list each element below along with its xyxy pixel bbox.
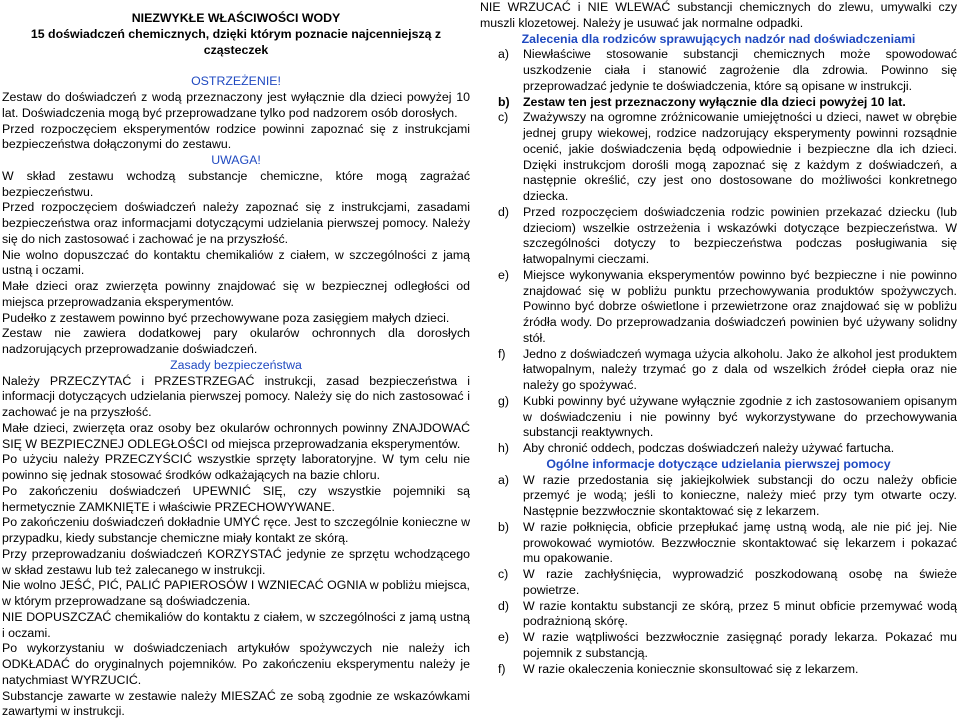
rule-paragraph: Przy przeprowadzaniu doświadczeń KORZYSTAĆ jedynie ze sprzętu wchodzącego w skład zestawu lub też zalecanego w instrukcji. (2, 547, 470, 579)
caution-paragraph: Przed rozpoczęciem doświadczeń należy zapoznać się z instrukcjami, zasadami bezpieczeństwa oraz informacjami dotyczącymi udzielania pierwszej pomocy. Należy się do nich zastosować i zachować je na przyszłość. (2, 200, 470, 247)
list-marker: h) (498, 441, 509, 457)
document-subtitle: 15 doświadczeń chemicznych, dzięki którym poznacie najcenniejszą z cząsteczek (2, 27, 470, 59)
list-item (480, 473, 957, 520)
list-item (480, 95, 957, 111)
caution-paragraph: Pudełko z zestawem powinno być przechowywane poza zasięgiem małych dzieci. (2, 311, 470, 327)
list-item (480, 520, 957, 567)
list-item (480, 662, 957, 678)
list-marker: d) (498, 205, 509, 221)
list-marker: e) (498, 268, 509, 284)
list-item-text: W razie zachłyśnięcia, wyprowadzić poszkodowaną osobę na świeże powietrze. (523, 567, 957, 597)
list-marker: c) (498, 110, 508, 126)
warning-heading: OSTRZEŻENIE! (2, 74, 470, 90)
list-marker: b) (498, 520, 509, 536)
rule-paragraph: Po wykorzystaniu w doświadczeniach artykułów spożywczych nie należy ich ODKŁADAĆ do oryginalnych pojemników. Po zakończeniu eksperymentu należy je natychmiast WYRZUCIĆ. (2, 641, 470, 688)
disposal-paragraph: NIE WRZUCAĆ i NIE WLEWAĆ substancji chemicznych do zlewu, umywalki czy muszli klozetowej. Należy je usuwać jak normalne odpadki. (480, 0, 957, 32)
list-item-text: Niewłaściwe stosowanie substancji chemicznych może spowodować uszkodzenie ciała i stanowić zagrożenie dla zdrowia. Powinno się przeprowadzać jedynie te doświadczenia, które są opisane w instrukcji. (523, 47, 957, 93)
list-item (480, 110, 957, 205)
list-item-text: Przed rozpoczęciem doświadczenia rodzic powinien przekazać dziecku (lub dzieciom) wszelkie ostrzeżenia i wskazówki dotyczące bezpieczeństwa. W szczególności dotyczy to bezpieczeństwa podczas posługiwania się łatwopalnymi cieczami. (523, 205, 957, 266)
spacer (2, 58, 470, 74)
list-item (480, 567, 957, 599)
list-item-text: Aby chronić oddech, podczas doświadczeń należy używać fartucha. (523, 441, 894, 455)
list-item-text: Jedno z doświadczeń wymaga użycia alkoholu. Jako że alkohol jest produktem łatwopalnym, należy trzymać go z dala od wszelkich źródeł ciepła oraz nie należy go spożywać. (523, 347, 957, 393)
list-item (480, 205, 957, 268)
first-aid-heading: Ogólne informacje dotyczące udzielania pierwszej pomocy (480, 457, 957, 473)
document-title: NIEZWYKŁE WŁAŚCIWOŚCI WODY (2, 11, 470, 27)
rule-paragraph: Należy PRZECZYTAĆ i PRZESTRZEGAĆ instrukcji, zasad bezpieczeństwa i informacji dotyczących udzielania pierwszej pomocy. Należy się do nich zastosować i zachować je na przyszłość. (2, 374, 470, 421)
rule-paragraph: Po użyciu należy PRZECZYŚCIĆ wszystkie sprzęty laboratoryjne. W tym celu nie powinno się jednak stosować środków odkażających na bazie chloru. (2, 452, 470, 484)
list-marker: f) (498, 662, 506, 678)
list-item (480, 630, 957, 662)
caution-paragraph: Małe dzieci oraz zwierzęta powinny znajdować się w bezpiecznej odległości od miejsca przeprowadzania eksperymentów. (2, 279, 470, 311)
caution-heading: UWAGA! (2, 153, 470, 169)
rule-paragraph: Po zakończeniu doświadczeń UPEWNIĆ SIĘ, czy wszystkie pojemniki są hermetycznie ZAMKNIĘTE i właściwie PRZECHOWYWANE. (2, 484, 470, 516)
list-item-text: W razie przedostania się jakiejkolwiek substancji do oczu należy obficie przemyć je wodą; jeśli to konieczne, należy mieć przy tym otwarte oczy. Następnie bezzwłocznie skontaktować się z lekarzem. (523, 473, 957, 519)
list-item-text: W razie kontaktu substancji ze skórą, przez 5 minut obficie przemywać wodą podrażnioną skórę. (523, 599, 957, 629)
list-marker: f) (498, 347, 506, 363)
list-item (480, 347, 957, 394)
list-item (480, 47, 957, 94)
list-marker: a) (498, 473, 509, 489)
safety-rules-heading: Zasady bezpieczeństwa (2, 358, 470, 374)
warning-paragraph: Przed rozpoczęciem eksperymentów rodzice powinni zapoznać się z instrukcjami bezpieczeństwa dołączonymi do zestawu. (2, 122, 470, 154)
rule-paragraph: Małe dzieci, zwierzęta oraz osoby bez okularów ochronnych powinny ZNAJDOWAĆ SIĘ W BEZPIECZNEJ ODLEGŁOŚCI od miejsca przeprowadzania eksperymentów. (2, 421, 470, 453)
caution-paragraph: Zestaw nie zawiera dodatkowej pary okularów ochronnych dla dorosłych nadzorujących przeprowadzanie doświadczeń. (2, 326, 470, 358)
list-item-text: W razie wątpliwości bezzwłocznie zasięgnąć porady lekarza. Pokazać mu pojemnik z substancją. (523, 630, 957, 660)
right-column (480, 0, 957, 677)
rule-paragraph: NIE DOPUSZCZAĆ chemikaliów do kontaktu z ciałem, w szczególności z jamą ustną i oczami. (2, 610, 470, 642)
list-item-text: Kubki powinny być używane wyłącznie zgodnie z ich zastosowaniem opisanym w doświadczeniu i nie powinny być wykorzystywane do przechowywania substancji reaktywnych. (523, 394, 957, 440)
rule-paragraph: Substancje zawarte w zestawie należy MIESZAĆ ze sobą zgodnie ze wskazówkami zawartymi w instrukcji. (2, 689, 470, 720)
list-item (480, 441, 957, 457)
list-item (480, 599, 957, 631)
list-item (480, 394, 957, 441)
caution-paragraph: Nie wolno dopuszczać do kontaktu chemikaliów z ciałem, w szczególności z jamą ustną i oczami. (2, 248, 470, 280)
list-item-text: Zważywszy na ogromne zróżnicowanie umiejętności u dzieci, nawet w obrębie jednej grupy wiekowej, rodzice nadzorujący eksperymenty powinni rozsądnie ocenić, jakie doświadczenia będą odpowiednie i bezpieczne dla ich dzieci. Dzięki instrukcjom dorośli mogą zapoznać się z każdym z doświadczeń, a następnie określić, czy jest ono dostosowane do możliwości konkretnego dziecka. (523, 110, 957, 203)
list-marker: a) (498, 47, 509, 63)
list-item-text: Zestaw ten jest przeznaczony wyłącznie dla dzieci powyżej 10 lat. (523, 95, 906, 109)
list-item-text: W razie połknięcia, obficie przepłukać jamę ustną wodą, ale nie pić jej. Nie prowokować wymiotów. Bezzwłocznie skontaktować się lekarzem i pokazać mu opakowanie. (523, 520, 957, 566)
parents-heading: Zalecenia dla rodziców sprawujących nadzór nad doświadczeniami (480, 32, 957, 48)
rule-paragraph: Po zakończeniu doświadczeń dokładnie UMYĆ ręce. Jest to szczególnie konieczne w przypadku, kiedy substancje chemiczne miały kontakt ze skórą. (2, 515, 470, 547)
list-marker: d) (498, 599, 509, 615)
caution-paragraph: W skład zestawu wchodzą substancje chemiczne, które mogą zagrażać bezpieczeństwu. (2, 169, 470, 201)
left-column (2, 0, 470, 720)
list-item-text: W razie okaleczenia koniecznie skonsultować się z lekarzem. (523, 662, 858, 676)
rule-paragraph: Nie wolno JEŚĆ, PIĆ, PALIĆ PAPIEROSÓW I WZNIECAĆ OGNIA w pobliżu miejsca, w którym przeprowadzane są doświadczenia. (2, 578, 470, 610)
list-marker: e) (498, 630, 509, 646)
list-item-text: Miejsce wykonywania eksperymentów powinno być bezpieczne i nie powinno znajdować się w pobliżu punktu przechowywania produktów spożywczych. Powinno być dobrze oświetlone i przewietrzone oraz znajdować się w pobliżu źródła wody. Do przeprowadzania doświadczeń powinien być używany solidny stół. (523, 268, 957, 345)
list-marker: g) (498, 394, 509, 410)
warning-paragraph: Zestaw do doświadczeń z wodą przeznaczony jest wyłącznie dla dzieci powyżej 10 lat. Doświadczenia mogą być przeprowadzane tylko pod nadzorem osób dorosłych. (2, 90, 470, 122)
list-marker: c) (498, 567, 508, 583)
list-marker: b) (498, 95, 510, 111)
list-item (480, 268, 957, 347)
